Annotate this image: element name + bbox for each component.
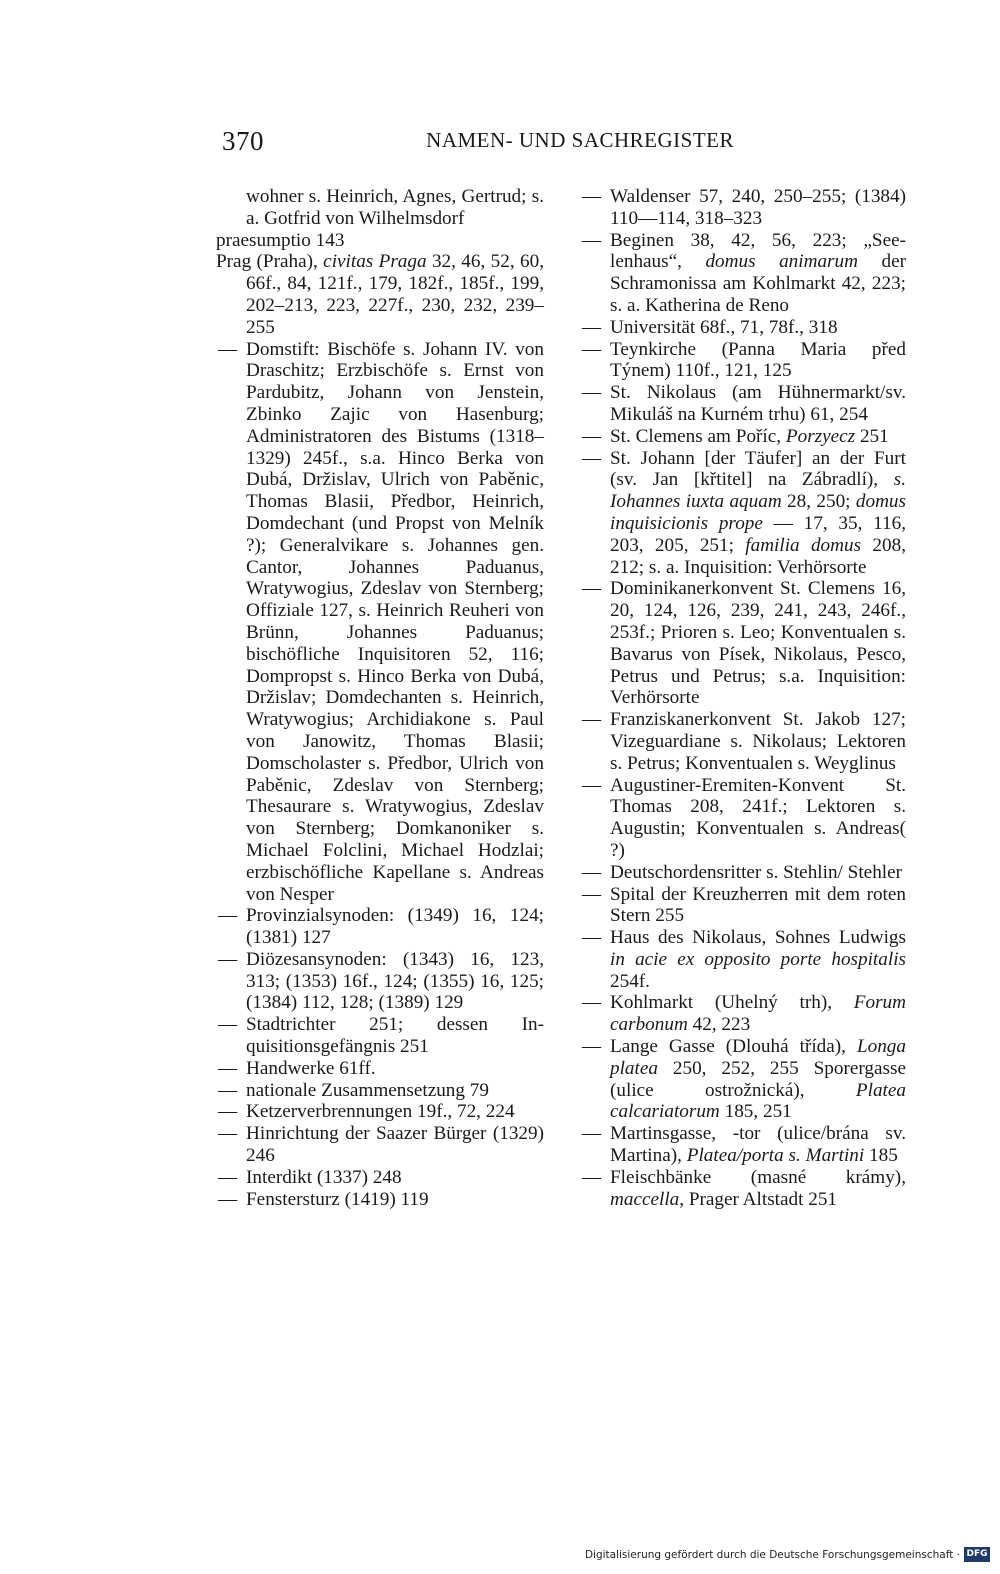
index-subentry xyxy=(580,1123,906,1167)
subentry-dash: — xyxy=(582,578,602,600)
entry-text: praesumptio 143 xyxy=(216,229,345,251)
entry-text: Augustiner-Eremiten-Konvent St. Thomas 208, 241f.; Lektoren s. Augustin; Konventualen s. Andreas( ?) xyxy=(610,774,906,861)
entry-text: Domstift: Bischöfe s. Johann IV. von Draschitz; Erzbischöfe s. Ernst von Pardubitz, Johann von Jenstein, Zbinko Zajic von Hasenburg; Administratoren des Bistums (1318–1329) 245f., s.a. Hinco Berka von Dubá, Držislav, Ulrich von Paběnic, Thomas Blasii, Předbor, Heinrich, Domdechant (und Propst von Melník ?); Generalvikare s. Johannes gen. Cantor, Johannes Paduanus, Wratywogius, Zdeslav von Sternberg; Offiziale 127, s. Heinrich Reuheri von Brünn, Johannes Paduanus; bischöfliche Inquisitoren 52, 116; Dompropst s. Hinco Berka von Dubá, Držislav; Domdechanten s. Heinrich, Wratywogius; Archidiakone s. Paul von Janowitz, Thomas Blasii; Domscholaster s. Předbor, Ulrich von Paběnic, Zdeslav von Sternberg; Thesaurare s. Wratywogius, Zdeslav von Sternberg; Domkanoniker s. Michael Folclini, Michael Hodzlai; erzbischöfliche Kapellane s. Andreas von Nesper xyxy=(246,338,544,905)
subentry-dash: — xyxy=(218,1079,238,1101)
entry-text: Universität 68f., 71, 78f., 318 xyxy=(610,316,838,338)
index-subentry xyxy=(580,382,906,426)
digitization-credit xyxy=(584,1547,990,1563)
subentry-dash: — xyxy=(218,1057,238,1079)
entry-text: St. Nikolaus (am Hühnermarkt/sv. Mikuláš na Kurném trhu) 61, 254 xyxy=(610,382,906,425)
subentry-dash: — xyxy=(582,425,602,447)
entry-text: Martinsgasse, -tor (ulice/brána sv. Martina), Platea/porta s. Martini 185 xyxy=(610,1123,906,1167)
page-header xyxy=(222,126,734,162)
entry-text: Fenstersturz (1419) 119 xyxy=(246,1188,429,1210)
index-subentry xyxy=(580,578,906,709)
entry-text: Beginen 38, 42, 56, 223; „Seelenhaus“, domus animarum der Schramonissa am Kohlmarkt 42, 223; s. a. Katherina de Reno xyxy=(610,229,906,316)
subentry-dash: — xyxy=(218,1014,238,1036)
index-subentry xyxy=(580,1167,906,1211)
index-column-right xyxy=(580,186,906,1210)
subentry-dash: — xyxy=(582,992,602,1014)
subentry-dash: — xyxy=(218,338,238,360)
index-subentry xyxy=(216,1058,544,1080)
index-subentry xyxy=(216,1123,544,1167)
index-subentry xyxy=(216,905,544,949)
entry-text: St. Johann [der Täufer] an der Furt (sv. Jan [křtitel] na Zábradlí), s. Iohannes iuxta aquam 28, 250; domus inquisicionis prope — 17, 35, 116, 203, 205, 251; familia domus 208, 212; s. a. Inquisition: Verhörsorte xyxy=(610,447,906,578)
entry-text: Interdikt (1337) 248 xyxy=(246,1166,402,1188)
subentry-dash: — xyxy=(218,1123,238,1145)
subentry-dash: — xyxy=(582,1166,602,1188)
entry-text: Prag (Praha), civitas Praga 32, 46, 52, 60, 66f., 84, 121f., 179, 182f., 185f., 199, 202–213, 223, 227f., 230, 232, 239–255 xyxy=(216,251,544,338)
index-subentry xyxy=(580,927,906,992)
subentry-dash: — xyxy=(582,229,602,251)
index-subentry xyxy=(216,1014,544,1058)
running-title: NAMEN- UND SACHREGISTER xyxy=(426,128,734,152)
entry-text: wohner s. Heinrich, Agnes, Gertrud; s. a. Gotfrid von Wilhelmsdorf xyxy=(246,186,544,229)
subentry-dash: — xyxy=(582,316,602,338)
subentry-dash: — xyxy=(582,338,602,360)
index-subentry xyxy=(580,339,906,383)
subentry-dash: — xyxy=(218,1166,238,1188)
entry-text: Stadtrichter 251; dessen Inquisitionsgefängnis 251 xyxy=(246,1014,544,1058)
index-entry xyxy=(216,251,544,338)
index-subentry xyxy=(580,709,906,774)
entry-text: Deutschordensritter s. Stehlin/ Stehler xyxy=(610,861,903,883)
index-subentry xyxy=(580,186,906,230)
dfg-logo: DFG xyxy=(964,1547,990,1562)
index-subentry xyxy=(216,949,544,1014)
subentry-dash: — xyxy=(218,1101,238,1123)
page-number: 370 xyxy=(222,126,264,156)
subentry-dash: — xyxy=(582,1036,602,1058)
entry-text: Lange Gasse (Dlouhá třída), Longa platea 250, 252, 255 Sporergasse (ulice ostrožnická), Platea calcariatorum 185, 251 xyxy=(610,1036,906,1123)
subentry-dash: — xyxy=(582,927,602,949)
subentry-dash: — xyxy=(582,883,602,905)
entry-text: St. Clemens am Poříc, Porzyecz 251 xyxy=(610,425,889,447)
index-subentry xyxy=(580,317,906,339)
index-subentry xyxy=(580,992,906,1036)
entry-text: Handwerke 61ff. xyxy=(246,1057,376,1079)
index-subentry xyxy=(216,1080,544,1102)
index-subentry xyxy=(580,230,906,317)
entry-text: Teynkirche (Panna Maria před Týnem) 110f., 121, 125 xyxy=(610,338,906,382)
index-subentry xyxy=(216,1167,544,1189)
index-subentry xyxy=(580,448,906,579)
subentry-dash: — xyxy=(582,709,602,731)
index-subentry xyxy=(580,775,906,862)
index-subentry xyxy=(580,862,906,884)
subentry-dash: — xyxy=(582,382,602,404)
entry-text: Provinzialsynoden: (1349) 16, 124; (1381) 127 xyxy=(246,905,544,949)
index-subentry xyxy=(580,884,906,928)
entry-text: Franziskanerkonvent St. Jakob 127; Vizeguardiane s. Nikolaus; Lektoren s. Petrus; Konventualen s. Weyglinus xyxy=(610,709,906,774)
entry-text: Fleischbänke (masné krámy), maccella, Prager Altstadt 251 xyxy=(610,1166,906,1210)
index-subentry xyxy=(216,1101,544,1123)
subentry-dash: — xyxy=(582,447,602,469)
entry-text: Kohlmarkt (Uhelný trh), Forum carbonum 42, 223 xyxy=(610,992,906,1036)
entry-text: Ketzerverbrennungen 19f., 72, 224 xyxy=(246,1101,515,1123)
entry-text: Hinrichtung der Saazer Bürger (1329) 246 xyxy=(246,1123,544,1167)
subentry-dash: — xyxy=(582,774,602,796)
index-subentry xyxy=(216,339,544,906)
subentry-dash: — xyxy=(582,861,602,883)
subentry-dash: — xyxy=(582,186,602,207)
entry-text: Haus des Nikolaus, Sohnes Ludwigs in acie ex opposito porte hospitalis 254f. xyxy=(610,927,906,992)
entry-text: Spital der Kreuzherren mit dem roten Stern 255 xyxy=(610,883,906,927)
subentry-dash: — xyxy=(218,905,238,927)
entry-text: nationale Zusammensetzung 79 xyxy=(246,1079,489,1101)
subentry-dash: — xyxy=(582,1123,602,1145)
index-subentry xyxy=(580,1036,906,1123)
index-column-left xyxy=(216,186,544,1210)
subentry-dash: — xyxy=(218,1188,238,1210)
funding-note: Digitalisierung gefördert durch die Deutsche Forschungsgemeinschaft · xyxy=(584,1549,960,1561)
index-entry xyxy=(216,186,544,230)
entry-text: Diözesansynoden: (1343) 16, 123, 313; (1353) 16f., 124; (1355) 16, 125; (1384) 112, 128; (1389) 129 xyxy=(246,948,544,1014)
index-subentry xyxy=(216,1189,544,1211)
index-entry xyxy=(216,230,544,252)
index-subentry xyxy=(580,426,906,448)
entry-text: Dominikanerkonvent St. Clemens 16, 20, 124, 126, 239, 241, 243, 246f., 253f.; Prioren s. Leo; Konventualen s. Bavarus von Písek, Nikolaus, Pesco, Petrus und Petrus; s.a. Inquisition: Verhörsorte xyxy=(610,578,906,709)
entry-text: Waldenser 57, 240, 250–255; (1384) 110—114, 318–323 xyxy=(610,186,906,229)
subentry-dash: — xyxy=(218,948,238,970)
